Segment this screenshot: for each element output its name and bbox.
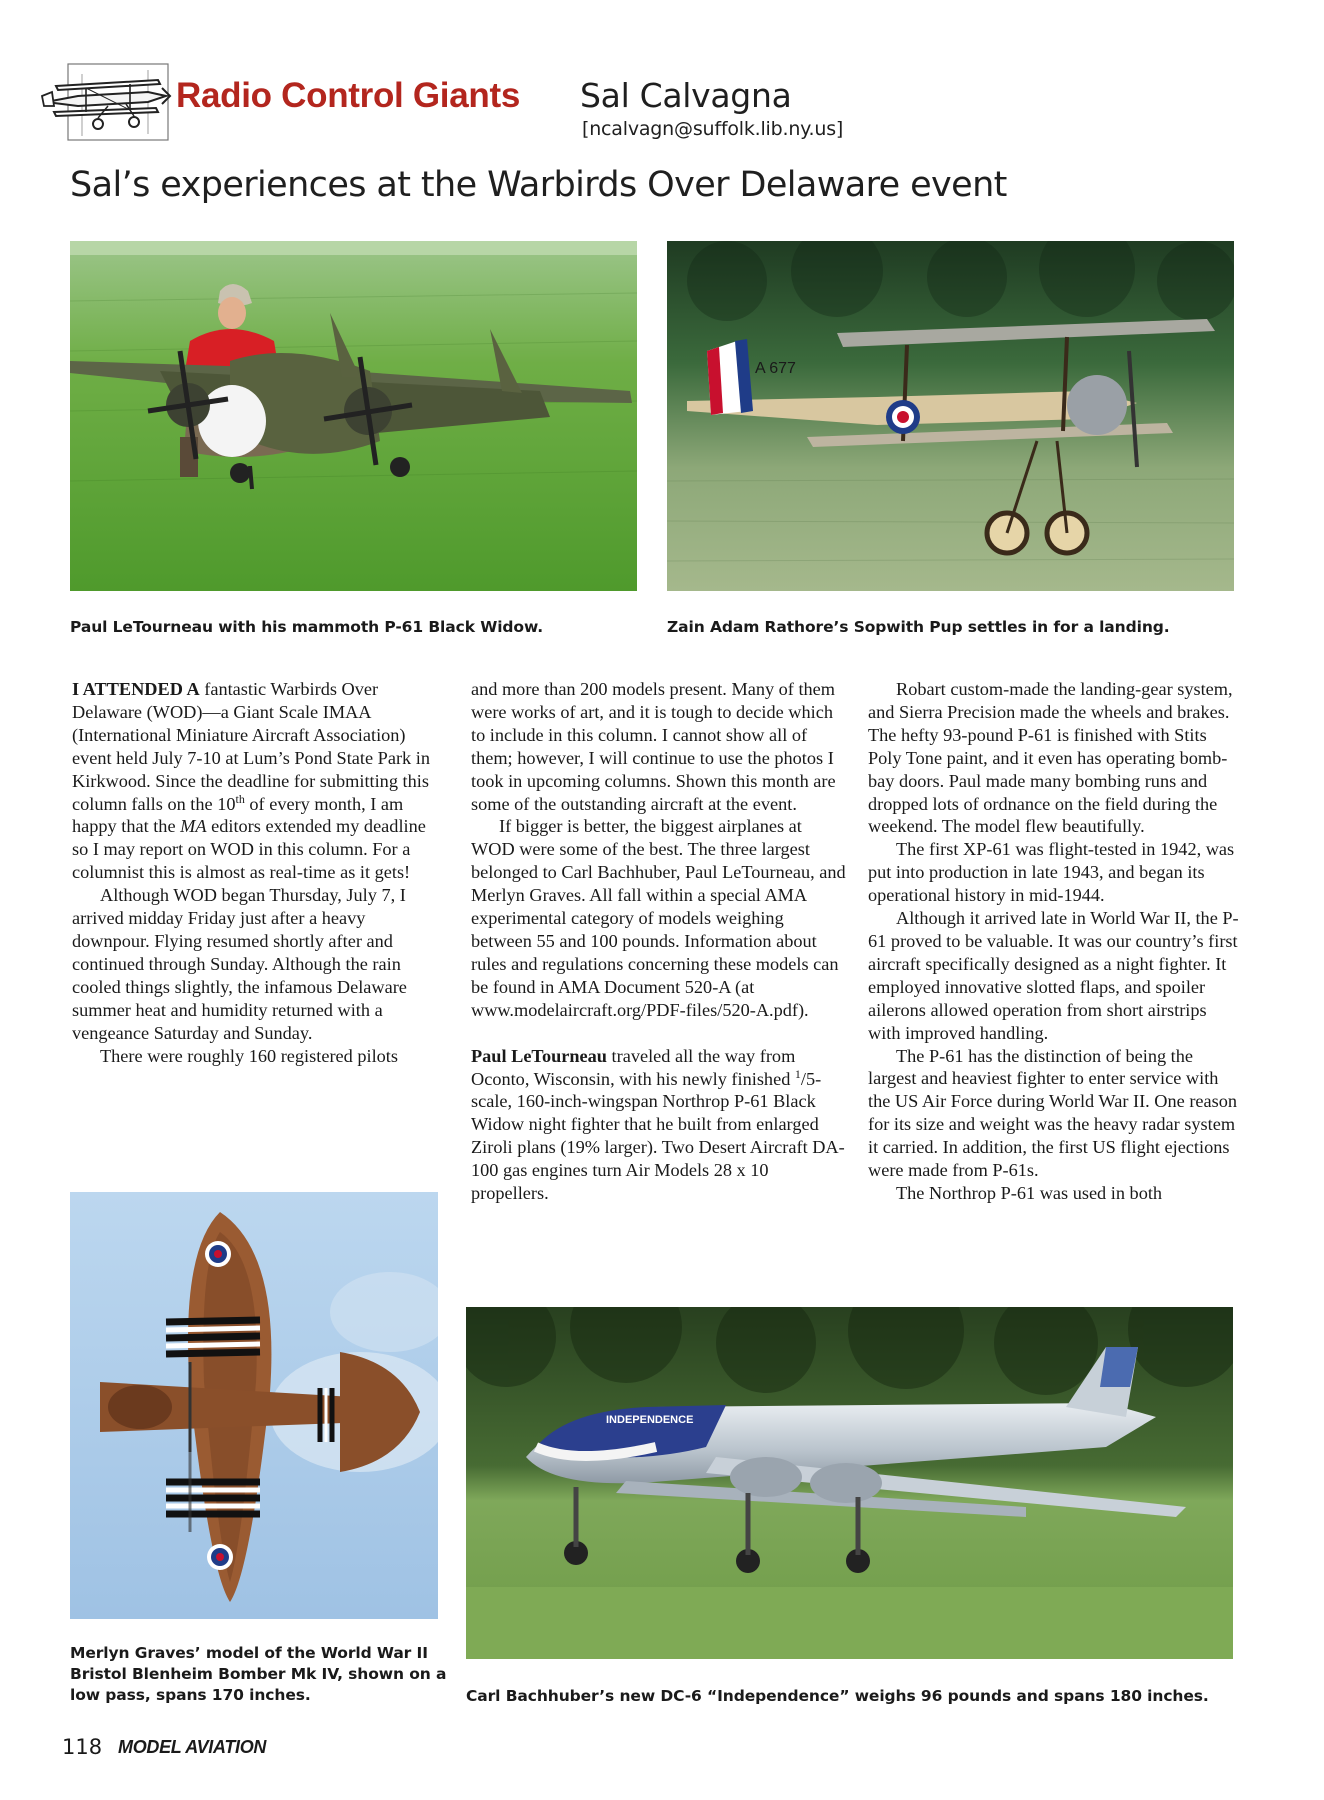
author-email[interactable]: [ncalvagn@suffolk.lib.ny.us]	[582, 118, 844, 140]
paragraph: The P-61 has the distinction of being the largest and heaviest fighter to enter service with the US Air Force during World War II. One reason for its size and weight was the heavy radar system it carried. In addition, the first US flight ejections were made from P-61s.	[868, 1045, 1238, 1181]
section-title: Radio Control Giants	[176, 76, 521, 115]
paragraph: If bigger is better, the biggest airplanes at WOD were some of the best. The three largest belonged to Carl Bachhuber, Paul LeTourneau, and Merlyn Graves. All fall within a special AMA experimental category of models weighing between 55 and 100 pounds. Information about rules and regulations concerning these models can be found in AMA Document 520-A (at www.modelaircraft.org/PDF-files/520-A.pdf).	[471, 816, 846, 1020]
paragraph: and more than 200 models present. Many of them were works of art, and it is tough to decide which to include in this column. I cannot show all of them; however, I will continue to use the photos I took in upcoming columns. Shown this month are some of the outstanding aircraft at the event.	[471, 679, 836, 814]
paragraph: Paul LeTourneau traveled all the way from Oconto, Wisconsin, with his newly finished $^1$/5-scale, 160-inch-wingspan Northrop P-61 Black Widow night fighter that he built from enlarged Ziroli plans (19% larger). Two Desert Aircraft DA-100 gas engines turn Air Models 28 x 10 propellers.	[471, 1045, 845, 1204]
article-column-3	[868, 678, 1240, 1205]
article-column-2	[471, 678, 847, 1205]
magazine-name: MODEL AVIATION	[118, 1737, 267, 1757]
paragraph: I ATTENDED A fantastic Warbirds Over Delaware (WOD)—a Giant Scale IMAA (International Miniature Aircraft Association) event held July 7-10 at Lum’s Pond State Park in Kirkwood. Since the deadline for submitting this column falls on the 10th of every month, I am happy that the MA editors extended my deadline so I may report on WOD in this column. For a columnist this is almost as real-time as it gets!	[72, 679, 430, 883]
caption-sopwith-pup: Zain Adam Rathore’s Sopwith Pup settles in for a landing.	[667, 618, 1170, 636]
photo-dc6-independence	[466, 1307, 1233, 1659]
caption-blenheim: Merlyn Graves’ model of the World War II Bristol Blenheim Bomber Mk IV, shown on a low pass, spans 170 inches.	[70, 1644, 447, 1704]
svg-text:A 677: A 677	[755, 360, 796, 377]
paragraph: Although it arrived late in World War II, the P-61 proved to be valuable. It was our country’s first aircraft specifically designed as a night fighter. It employed innovative slotted flaps, and spoiler ailerons allowed operation from short airstrips with improved handling.	[868, 908, 1239, 1043]
page-number: 118	[62, 1735, 103, 1759]
article-column-1	[72, 678, 444, 1067]
article-headline: Sal’s experiences at the Warbirds Over Delaware event	[70, 165, 1007, 205]
photo-bristol-blenheim	[70, 1192, 438, 1619]
paragraph: Although WOD began Thursday, July 7, I arrived midday Friday just after a heavy downpour. Flying resumed shortly after and continued through Sunday. Although the rain cooled things slightly, the infamous Delaware summer heat and humidity returned with a vengeance Saturday and Sunday.	[72, 885, 407, 1043]
paragraph: The Northrop P-61 was used in both	[896, 1182, 1163, 1203]
caption-dc6: Carl Bachhuber’s new DC-6 “Independence” weighs 96 pounds and spans 180 inches.	[466, 1687, 1209, 1705]
photo-sopwith-pup	[667, 241, 1234, 591]
dc6-nose-lettering: INDEPENDENCE	[606, 1414, 694, 1426]
biplane-logo-icon	[38, 62, 174, 142]
author-name: Sal Calvagna	[580, 76, 792, 115]
paragraph: There were roughly 160 registered pilots	[100, 1045, 398, 1066]
paragraph: Robart custom-made the landing-gear system, and Sierra Precision made the wheels and brakes. The hefty 93-pound P-61 is finished with Stits Poly Tone paint, and it even has operating bomb-bay doors. Paul made many bombing runs and dropped lots of ordnance on the field during the weekend. The model flew beautifully.	[868, 679, 1233, 837]
paragraph: The first XP-61 was flight-tested in 1942, was put into production in late 1943, and began its operational history in mid-1944.	[868, 839, 1235, 906]
photo-p61-black-widow	[70, 241, 637, 591]
caption-p61: Paul LeTourneau with his mammoth P-61 Black Widow.	[70, 618, 543, 636]
